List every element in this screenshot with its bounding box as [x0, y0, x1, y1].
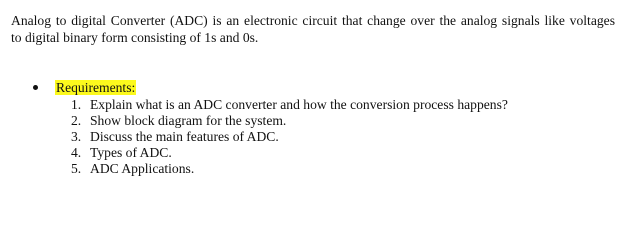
list-item-text: Types of ADC. — [90, 145, 172, 160]
list-item — [71, 161, 508, 177]
bullet-icon — [33, 85, 38, 90]
list-item-number: 2. — [71, 113, 82, 128]
list-item — [71, 145, 508, 161]
requirements-list — [71, 97, 508, 177]
list-item-number: 3. — [71, 129, 82, 144]
list-item-text: ADC Applications. — [90, 161, 195, 176]
list-item-text: Discuss the main features of ADC. — [90, 129, 279, 144]
requirements-heading: Requirements: — [56, 80, 136, 95]
list-item — [71, 97, 508, 113]
list-item — [71, 129, 508, 145]
list-item — [71, 113, 508, 129]
list-item-number: 1. — [71, 97, 82, 112]
intro-line: to digital binary form consisting of 1s and 0s. — [11, 30, 259, 45]
list-item-text: Explain what is an ADC converter and how the conversion process happens? — [90, 97, 508, 112]
list-item-number: 5. — [71, 161, 82, 176]
list-item-text: Show block diagram for the system. — [90, 113, 287, 128]
requirements-bullet — [33, 80, 136, 95]
intro-paragraph — [11, 12, 615, 46]
list-item-number: 4. — [71, 145, 82, 160]
intro-line: Analog to digital Converter (ADC) is an electronic circuit that change over the analog signals like voltages — [11, 13, 615, 28]
